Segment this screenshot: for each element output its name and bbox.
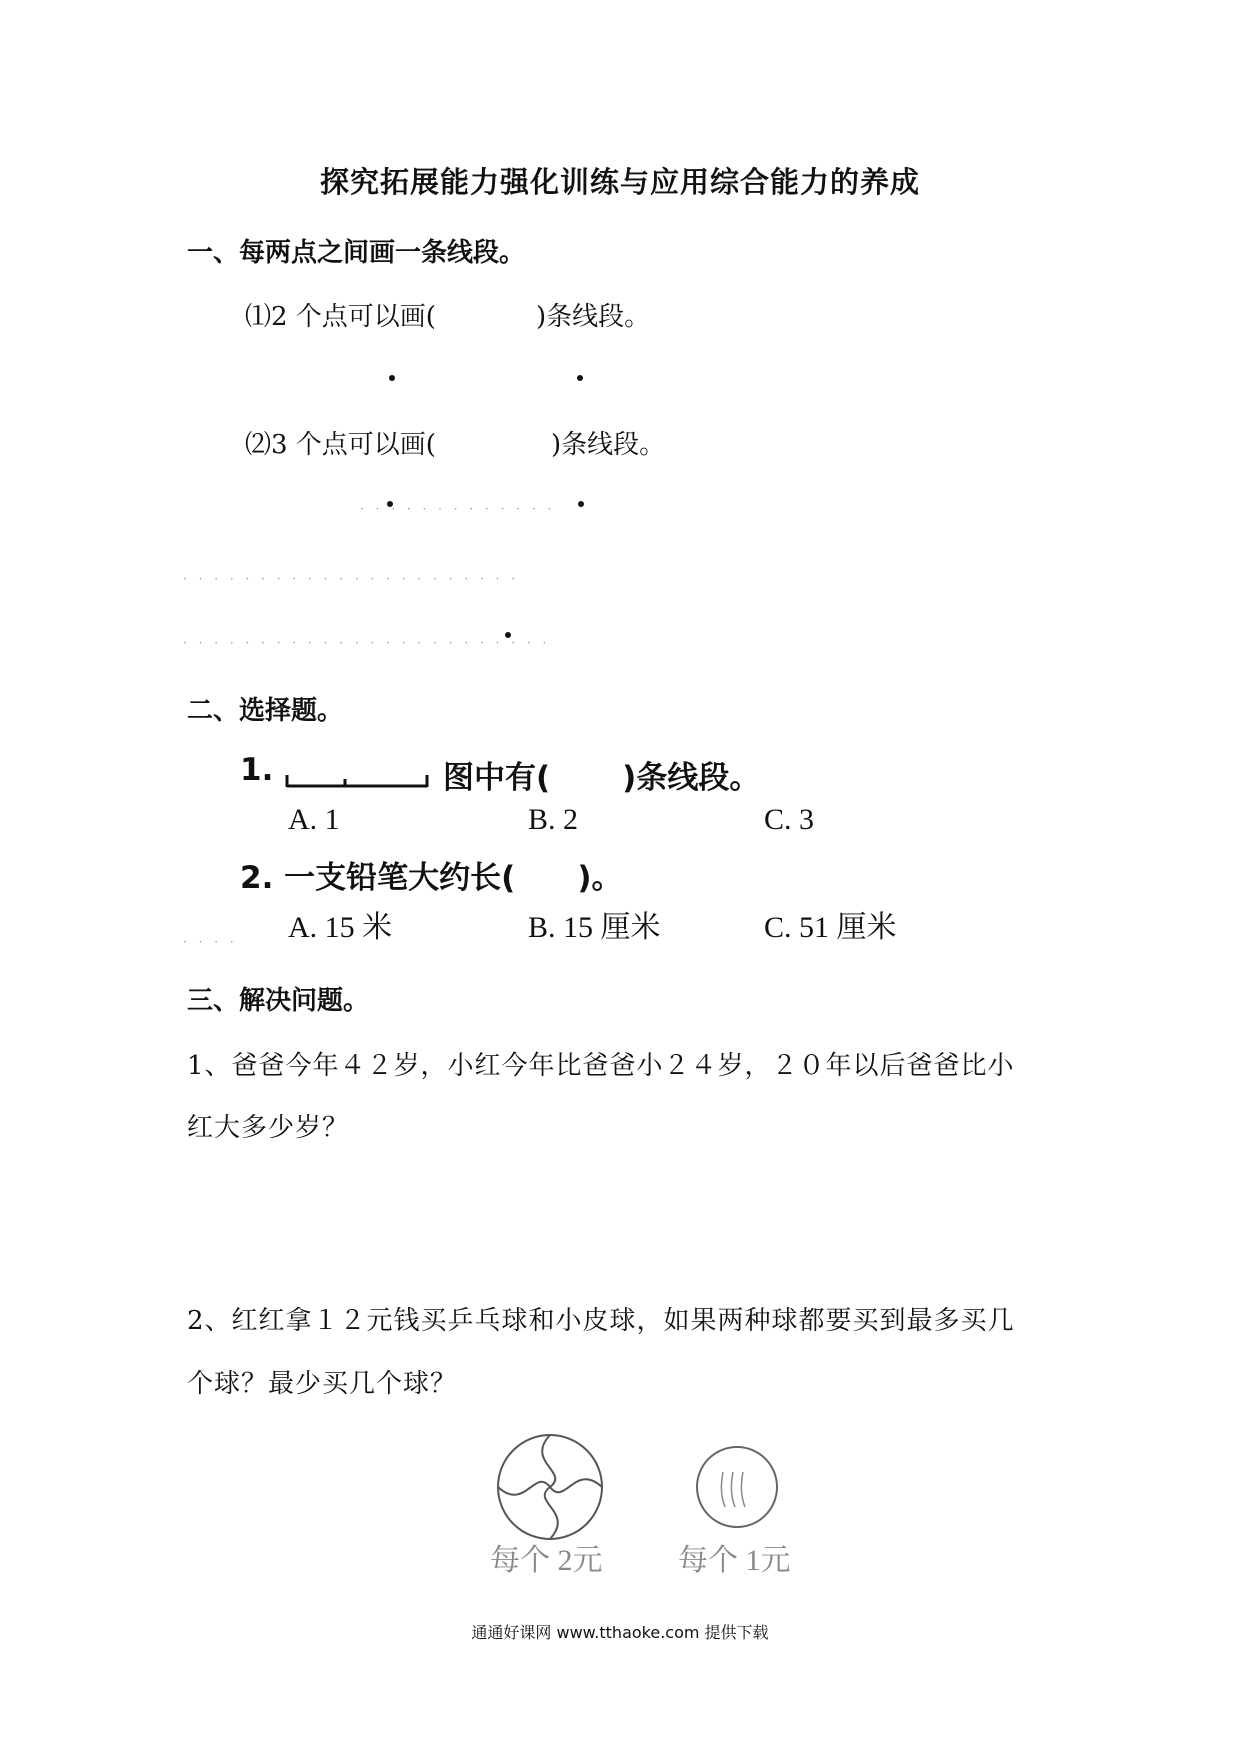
choice-q2-suffix: )。 <box>577 860 623 896</box>
section1-q2 <box>245 424 665 461</box>
q2-suffix: )条线段。 <box>550 430 666 460</box>
choice-q2-number: 2. <box>240 860 274 896</box>
point <box>578 501 584 507</box>
section3-heading: 三、解决问题。 <box>187 986 370 1016</box>
choice-q1-option-a[interactable]: A. 1 <box>288 803 340 836</box>
problem2-line2: 个球？最少买几个球？ <box>187 1369 458 1399</box>
dotted-guide: · · · · <box>183 935 238 949</box>
choice-q2-option-a[interactable]: A. 15 米 <box>288 911 393 944</box>
q1-prefix: ⑴2 个点可以画( <box>245 302 436 332</box>
choice-q1-text-prefix: 图中有( <box>443 760 551 796</box>
section1-q1 <box>245 296 650 333</box>
q1-suffix: )条线段。 <box>535 302 651 332</box>
q2-prefix: ⑵3 个点可以画( <box>245 430 436 460</box>
point <box>577 375 583 381</box>
choice-q1 <box>240 752 273 788</box>
dotted-guide: · · · · · · · · · · · · · · · · · · · · · · · · <box>183 636 551 650</box>
pingpong-ball-icon <box>697 1447 777 1527</box>
balls-illustration <box>495 1432 825 1552</box>
page-title: 探究拓展能力强化训练与应用综合能力的养成 <box>319 165 920 199</box>
section1-heading: 一、每两点之间画一条线段。 <box>187 238 526 268</box>
problem2-line1: 2、红红拿１２元钱买乒乓球和小皮球，如果两种球都要买到最多买几 <box>187 1306 1015 1336</box>
segment-figure <box>283 770 431 792</box>
problem1-line1: 1、爸爸今年４２岁，小红今年比爸爸小２４岁，２０年以后爸爸比小 <box>187 1051 1015 1081</box>
choice-q1-number: 1. <box>240 752 274 788</box>
footer-credit: 通通好课网 www.tthaoke.com 提供下载 <box>471 1623 769 1642</box>
volleyball-icon <box>498 1435 602 1539</box>
point <box>389 375 395 381</box>
choice-q2-option-c[interactable]: C. 51 厘米 <box>764 911 897 944</box>
ball2-price-label: 每个 1元 <box>678 1544 791 1577</box>
ball1-price-label: 每个 2元 <box>490 1544 603 1577</box>
problem1-line2: 红大多少岁？ <box>187 1113 350 1143</box>
choice-q1-suffix: )条线段。 <box>622 760 761 796</box>
dotted-guide: · · · · · · · · · · · · · <box>360 502 556 516</box>
choice-q2-text: 一支铅笔大约长( <box>284 860 516 896</box>
choice-q2 <box>240 852 623 897</box>
choice-q2-option-b[interactable]: B. 15 厘米 <box>528 911 661 944</box>
choice-q1-option-b[interactable]: B. 2 <box>528 803 579 836</box>
choice-q1-text <box>443 752 760 797</box>
choice-q1-option-c[interactable]: C. 3 <box>764 803 815 836</box>
dotted-guide: · · · · · · · · · · · · · · · · · · · · · · <box>183 572 520 586</box>
section2-heading: 二、选择题。 <box>187 696 344 726</box>
